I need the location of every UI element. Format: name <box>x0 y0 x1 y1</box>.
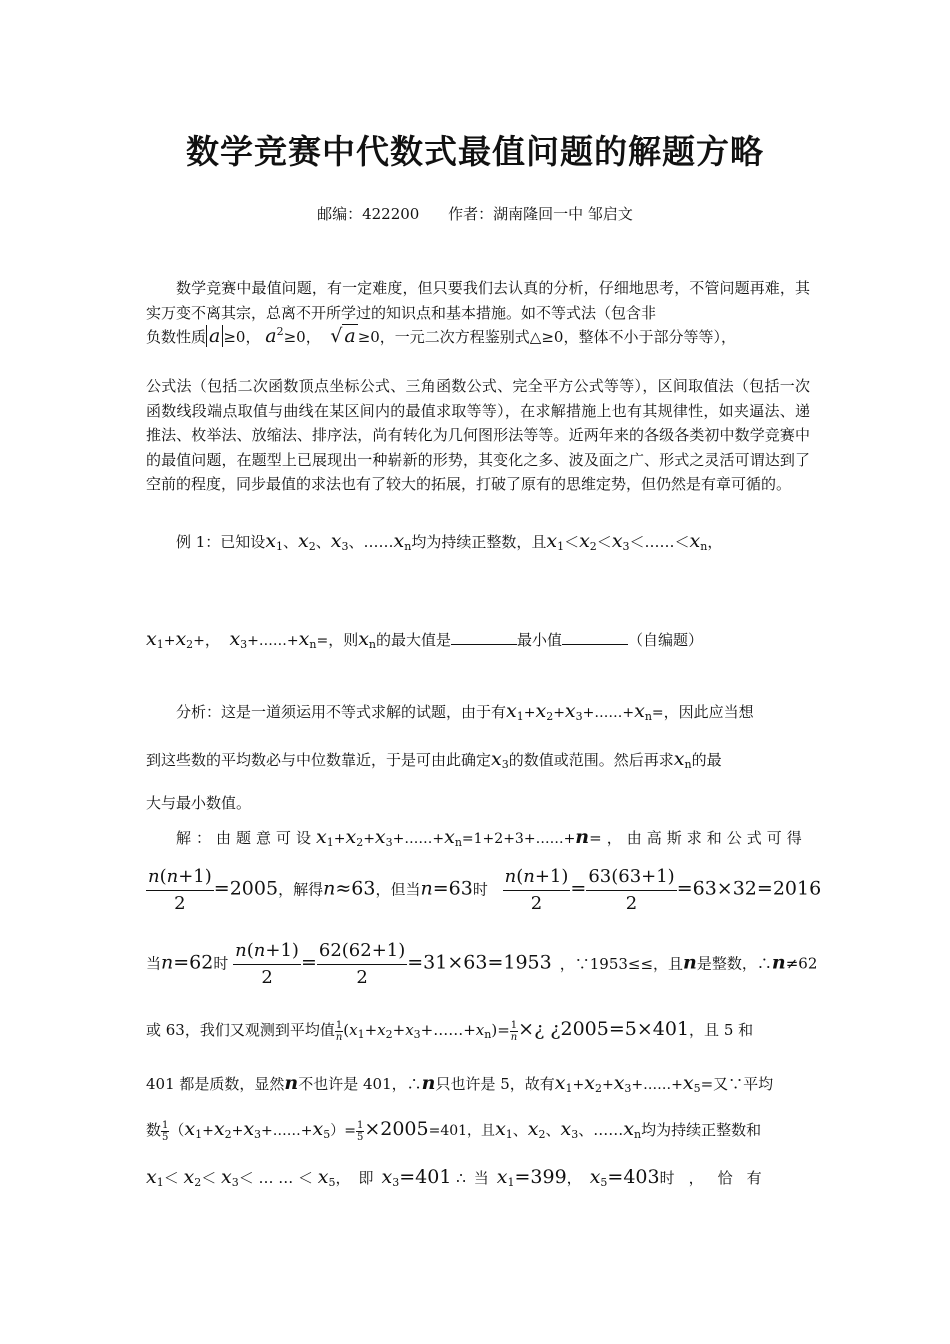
solution-line-3: 当n=62时 $\frac{n(n+1)}{2}$ = $\frac{62(62+1)}{2}$ =31×63=1953 ，∵1953≤≤，且n是整数，∴n≠62 <box>146 940 818 988</box>
intro-paragraph-2: 公式法（包括二次函数顶点坐标公式、三角函数公式、完全平方公式等等），区间取值法（包括一次函数线段端点取值与曲线在某区间内的最值求取等等），在求解措施上也有其规律性，如夹逼法、递推法、枚举法、放缩法、排序法，尚有转化为几何图形法等等。近两年来的各级各类初中数学竞赛中的最值问题，在题型上已展现出一种崭新的形势，其变化之多、波及面之广、形式之灵活可谓达到了空前的程度，同步最值的求法也有了较大的拓展，打破了原有的思维定势，但仍然是有章可循的。 <box>146 377 810 494</box>
byline <box>0 203 950 224</box>
author: 作者：湖南隆回一中 邹启文 <box>448 205 633 223</box>
abs-a-formula: a <box>206 325 223 347</box>
postcode: 邮编：422200 <box>317 205 420 223</box>
page-title: 数学竞赛中代数式最值问题的解题方略 <box>186 132 764 171</box>
sqrt-a-formula: √ a <box>330 325 356 347</box>
intro-line-nonneg: 负数性质 a ≥0， $a^2\ge 0$， √ a ≥0，一元二次方程鉴别式△≥0，整体不小于部分等等）， <box>146 325 736 347</box>
solution-line-6: 数 $\frac{1}{5}$ $(x_1+x_2+x_3+\dots\dots+x_5)=$ $\frac{1}{5}$ ×2005=401，且$x_1$、$x_2$、$x_3$、$\dots\dots x_n$均为持续正整数和 <box>146 1118 762 1143</box>
a-squared-formula: $a^2$ <box>265 325 284 347</box>
analysis-line-2: 到这些数的平均数必与中位数靠近，于是可由此确定$x_3$的数值或范围。然后再求$x_n$的最 <box>146 748 722 771</box>
solution-line-1: 解：由题意可设$x_1+x_2+x_3+\dots\dots+x_n=1+2+3+\dots\dots+n=$，由高斯求和公式可得 <box>176 826 807 849</box>
intro-paragraph-1: 数学竞赛中最值问题，有一定难度，但只要我们去认真的分析，仔细地思考，不管问题再难，其实万变不离其宗，总离不开所学过的知识点和基本措施。如不等式法（包含非 <box>146 279 810 322</box>
solution-line-2: $\frac{n(n+1)}{2}$ =2005，解得n≈63，但当n=63时 $\frac{n(n+1)}{2}$ = $\frac{63(63+1)}{2}$ =63×32=2016 <box>146 864 810 917</box>
solution-line-4: 或 63，我们又观测到平均值 $\frac{1}{n}$ $(x_1+x_2+x_3+\dots\dots+x_n)=$ $\frac{1}{n}$ ×¿ ¿2005=5×401，且 5 和 <box>146 1018 754 1043</box>
analysis-line-3: 大与最小数值。 <box>146 794 252 812</box>
answer-blank-max[interactable] <box>451 632 517 645</box>
example-1-line-1: 例 1：已知设$x_1$、$x_2$、$x_3$、$\dots\dots x_n$均为持续正整数，且$x_1<x_2<x_3<\dots\dots<x_n$， <box>176 530 723 553</box>
answer-blank-min[interactable] <box>562 632 628 645</box>
example-1-line-2: $x_1+x_2+$， $x_3+\dots\dots+x_n=$，则$x_n$的最大值是 最小值 （自编题） <box>146 628 704 651</box>
solution-line-5: 401 都是质数，显然n不也许是 401，∴n只也许是 5，故有$x_1+x_2+x_3+\dots\dots+x_5=$又∵平均 <box>146 1072 774 1095</box>
gauss-sum-fraction: $\frac{n(n+1)}{2}$ <box>148 866 212 914</box>
analysis-line-1: 分析：这是一道须运用不等式求解的试题，由于有$x_1+x_2+x_3+\dots\dots+x_n=$，因此应当想 <box>176 700 754 723</box>
solution-line-7: $x_1< x_2< x_3<$ … … ＜ $x_5$，即$x_3=401$ ∴当$x_1=399$，$x_5=403$时，恰有 <box>146 1166 776 1189</box>
